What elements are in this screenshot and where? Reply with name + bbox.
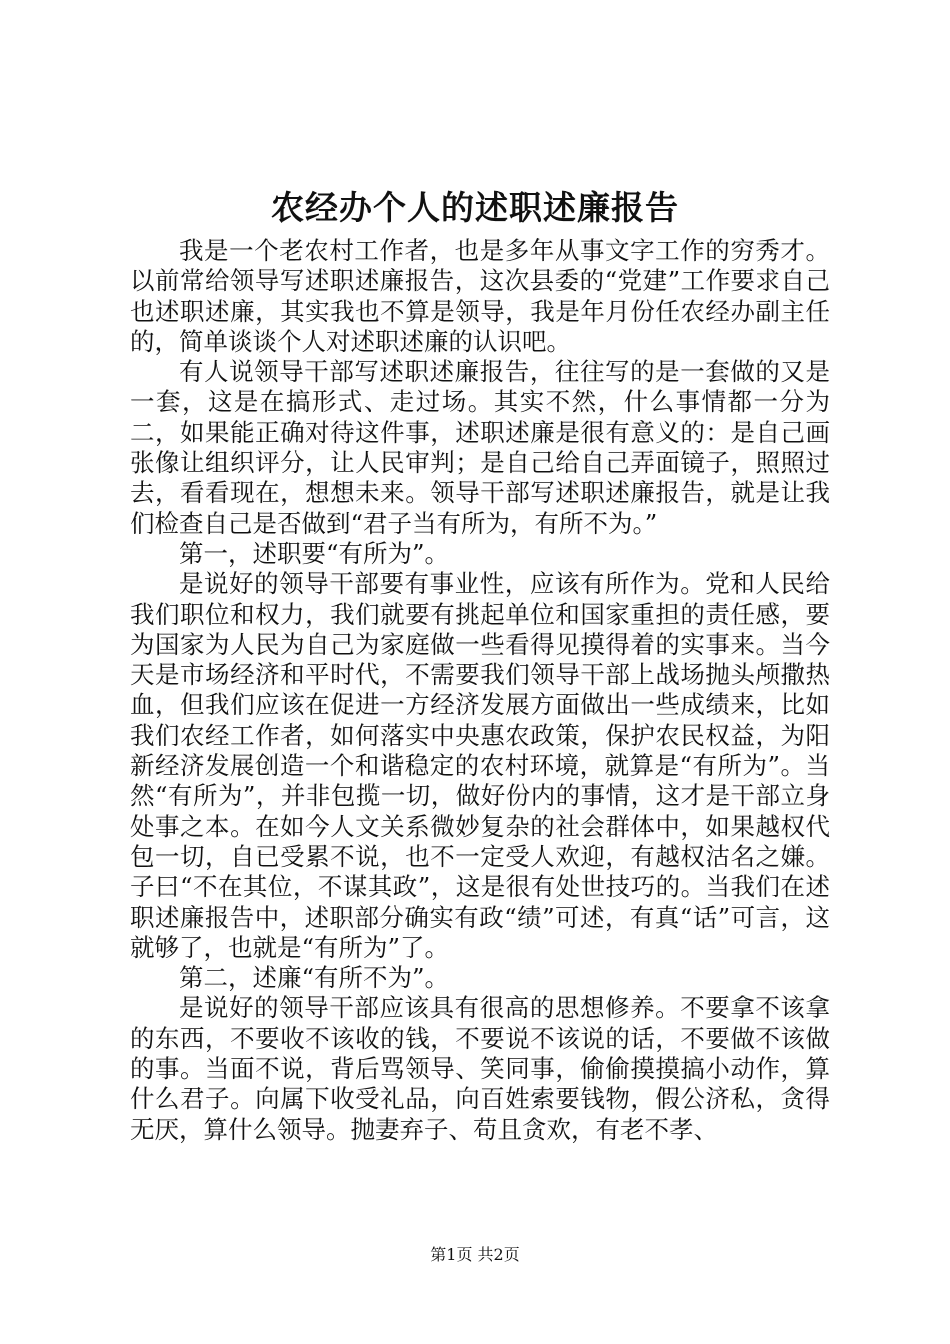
page-number-footer: 第1页 共2页 bbox=[430, 1245, 520, 1264]
paragraph-second-detail: 是说好的领导干部应该具有很高的思想修养。不要拿不该拿的东西，不要收不该收的钱，不要说不该说的话，不要做不该做的事。当面不说，背后骂领导、笑同事，偷偷摸摸搞小动作，算什么君子。向属下收受礼品，向百姓索要钱物，假公济私，贪得无厌，算什么领导。抛妻弃子、苟且贪欢，有老不孝、 bbox=[130, 993, 830, 1144]
document-body bbox=[130, 236, 830, 1145]
section-heading-second: 第二，述廉“有所不为”。 bbox=[179, 963, 450, 993]
document-title: 农经办个人的述职述廉报告 bbox=[271, 188, 679, 227]
paragraph-intro: 我是一个老农村工作者，也是多年从事文字工作的穷秀才。以前常给领导写述职述廉报告，这次县委的“党建”工作要求自己也述职述廉，其实我也不算是领导，我是年月份任农经办副主任的，简单谈谈个人对述职述廉的认识吧。 bbox=[130, 236, 830, 356]
paragraph-opinion: 有人说领导干部写述职述廉报告，往往写的是一套做的又是一套，这是在搞形式、走过场。其实不然，什么事情都一分为二，如果能正确对待这件事，述职述廉是很有意义的：是自己画张像让组织评分，让人民审判；是自己给自己弄面镜子，照照过去，看看现在，想想未来。领导干部写述职述廉报告，就是让我们检查自己是否做到“君子当有所为，有所不为。” bbox=[130, 357, 830, 538]
paragraph-first-detail: 是说好的领导干部要有事业性，应该有所作为。党和人民给我们职位和权力，我们就要有挑起单位和国家重担的责任感，要为国家为人民为自己为家庭做一些看得见摸得着的实事来。当今天是市场经济和平时代，不需要我们领导干部上战场抛头颅撒热血，但我们应该在促进一方经济发展方面做出一些成绩来，比如我们农经工作者，如何落实中央惠农政策，保护农民权益，为阳新经济发展创造一个和谐稳定的农村环境，就算是“有所为”。当然“有所为”，并非包揽一切，做好份内的事情，这才是干部立身处事之本。在如今人文关系微妙复杂的社会群体中，如果越权代包一切，自已受累不说，也不一定受人欢迎，有越权沽名之嫌。子曰“不在其位，不谋其政”，这是很有处世技巧的。当我们在述职述廉报告中，述职部分确实有政“绩”可述，有真“话”可言，这就够了，也就是“有所为”了。 bbox=[130, 569, 830, 962]
section-heading-first: 第一，述职要“有所为”。 bbox=[179, 538, 450, 568]
